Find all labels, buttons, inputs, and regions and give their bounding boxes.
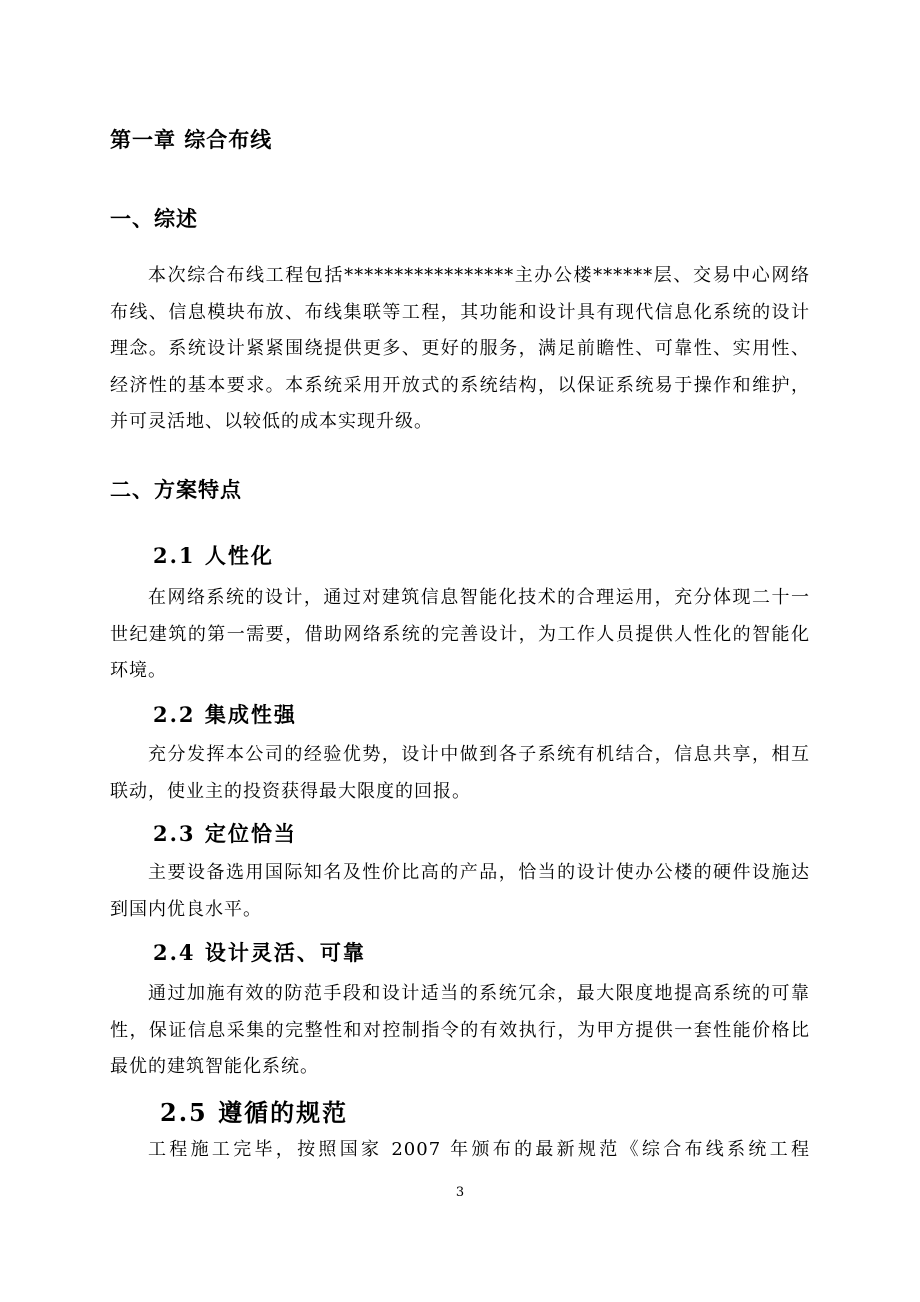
chapter-title: 第一章 综合布线: [110, 127, 273, 152]
subsection-paragraph-2-2: 充分发挥本公司的经验优势，设计中做到各子系统有机结合，信息共享，相互联动，使业主的投资获得最大限度的回报。: [110, 744, 810, 802]
subsection-title-2-4: 2.4 设计灵活、可靠: [153, 940, 366, 965]
overview-paragraph: 本次综合布线工程包括*****************主办公楼******层、交易中心网络布线、信息模块布放、布线集联等工程，其功能和设计具有现代信息化系统的设计理念。系统设计紧紧围绕提供更多、更好的服务，满足前瞻性、可靠性、实用性、经济性的基本要求。本系统采用开放式的系统结构，以保证系统易于操作和维护，并可灵活地、以较低的成本实现升级。: [110, 265, 810, 432]
subsection-paragraph-2-3: 主要设备选用国际知名及性价比高的产品，恰当的设计使办公楼的硬件设施达到国内优良水平。: [110, 862, 810, 920]
subsection-title-2-5: 2.5 遵循的规范: [160, 1098, 349, 1127]
page-number: 3: [455, 1185, 465, 1200]
subsection-paragraph-2-4: 通过加施有效的防范手段和设计适当的系统冗余，最大限度地提高系统的可靠性，保证信息采集的完整性和对控制指令的有效执行，为甲方提供一套性能价格比最优的建筑智能化系统。: [110, 983, 810, 1077]
subsection-title-2-2: 2.2 集成性强: [153, 702, 297, 727]
subsection-title-2-3: 2.3 定位恰当: [153, 821, 297, 846]
subsection-title-2-1: 2.1 人性化: [153, 543, 274, 568]
subsection-paragraph-2-5: 工程施工完毕，按照国家 2007 年颁布的最新规范《综合布线系统工程: [148, 1139, 810, 1160]
subsection-paragraph-2-1: 在网络系统的设计，通过对建筑信息智能化技术的合理运用，充分体现二十一世纪建筑的第一需要，借助网络系统的完善设计，为工作人员提供人性化的智能化环境。: [110, 587, 810, 681]
section-title-overview: 一、综述: [110, 206, 198, 231]
section-title-features: 二、方案特点: [110, 477, 242, 502]
